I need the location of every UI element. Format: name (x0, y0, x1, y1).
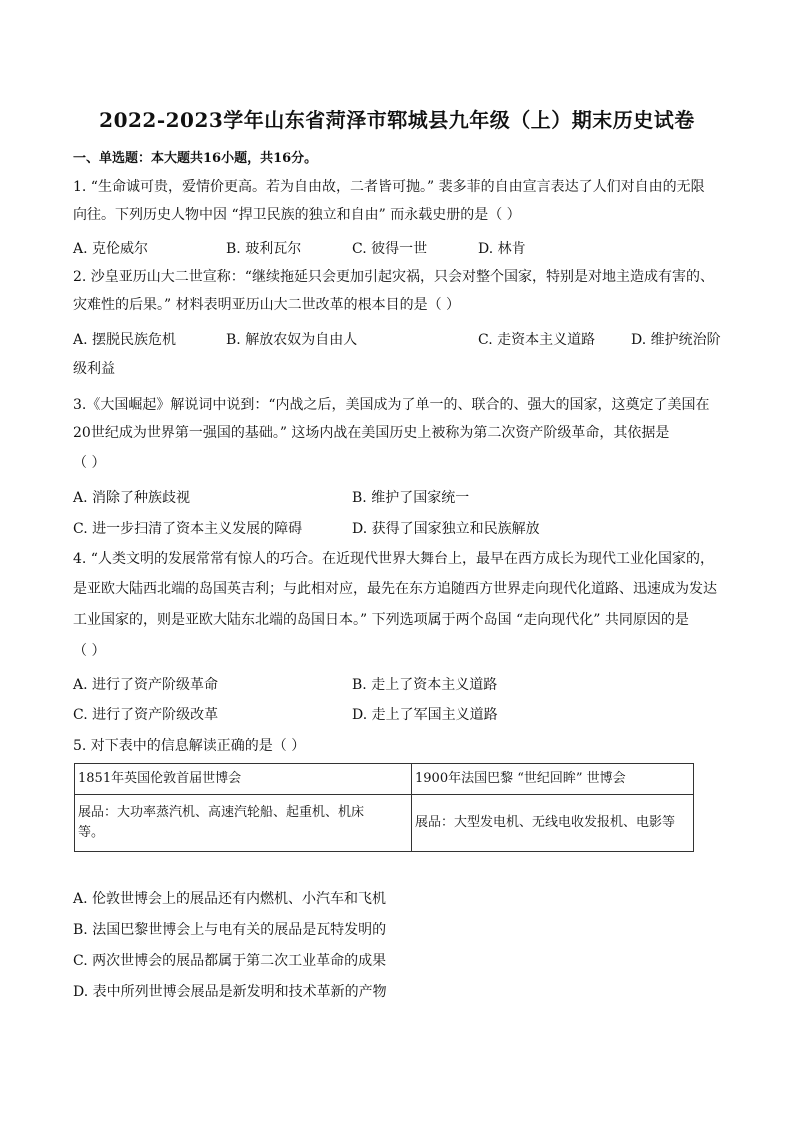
table-cell-left-head: 1851年英国伦敦首届世博会 (75, 764, 412, 795)
q4-line-3: 工业国家的，则是亚欧大陆东北端的岛国日本。” 下列选项属于两个岛国 “走向现代化” 共同原因的是 (73, 612, 689, 628)
table-cell-right-head: 1900年法国巴黎 “世纪回眸” 世博会 (412, 764, 694, 795)
q5-option-a[interactable]: A. 伦敦世博会上的展品还有内燃机、小汽车和飞机 (73, 891, 387, 907)
q2-line-2: 灾难性的后果。” 材料表明亚历山大二世改革的根本目的是（ ） (73, 297, 461, 313)
q2-option-c[interactable]: C. 走资本主义道路 (478, 332, 596, 348)
q2-option-a[interactable]: A. 摆脱民族危机 (73, 332, 177, 348)
q3-option-b[interactable]: B. 维护了国家统一 (352, 490, 470, 506)
table-left-body-line-1: 展品：大功率蒸汽机、高速汽轮船、起重机、机床 (78, 805, 365, 820)
expo-table (74, 763, 694, 852)
table-left-body-line-2: 等。 (78, 825, 105, 840)
q1-option-b[interactable]: B. 玻利瓦尔 (226, 241, 302, 257)
q3-option-c[interactable]: C. 进一步扫清了资本主义发展的障碍 (73, 521, 303, 537)
q1-option-c[interactable]: C. 彼得一世 (352, 241, 428, 257)
q5-option-d[interactable]: D. 表中所列世博会展品是新发明和技术革新的产物 (73, 984, 387, 1000)
q3-line-1: 3.《大国崛起》解说词中说到：“内战之后，美国成为了单一的、联合的、强大的国家，这奠定了美国在 (73, 397, 710, 413)
q4-option-b[interactable]: B. 走上了资本主义道路 (352, 677, 498, 693)
q5-option-c[interactable]: C. 两次世博会的展品都属于第二次工业革命的成果 (73, 953, 387, 969)
q2-option-b[interactable]: B. 解放农奴为自由人 (226, 332, 358, 348)
q3-line-3: （ ） (73, 455, 106, 471)
table-cell-left-body (75, 795, 412, 852)
q4-line-4: （ ） (73, 643, 106, 659)
q3-line-2: 20世纪成为世界第一强国的基础。” 这场内战在美国历史上被称为第二次资产阶级革命，其依据是 (73, 425, 670, 441)
q3-option-d[interactable]: D. 获得了国家独立和民族解放 (352, 521, 540, 537)
q4-option-c[interactable]: C. 进行了资产阶级改革 (73, 707, 219, 723)
q2-line-1: 2. 沙皇亚历山大二世宣称：“继续拖延只会更加引起灾祸，只会对整个国家，特别是对地主造成有害的、 (73, 269, 714, 285)
table-cell-right-body: 展品：大型发电机、无线电收发报机、电影等 (412, 795, 694, 852)
q1-option-d[interactable]: D. 林肯 (478, 241, 526, 257)
q2-option-d[interactable]: D. 维护统治阶 (631, 332, 721, 348)
section-heading: 一、单选题：本大题共16小题，共16分。 (73, 151, 318, 166)
q5-option-b[interactable]: B. 法国巴黎世博会上与电有关的展品是瓦特发明的 (73, 922, 387, 938)
q4-option-a[interactable]: A. 进行了资产阶级革命 (73, 677, 219, 693)
q4-line-1: 4. “人类文明的发展常常有惊人的巧合。在近现代世界大舞台上，最早在西方成长为现代工业化国家的， (73, 551, 714, 567)
q1-option-a[interactable]: A. 克伦威尔 (73, 241, 149, 257)
q2-option-d-wrap: 级利益 (73, 361, 115, 377)
q3-option-a[interactable]: A. 消除了种族歧视 (73, 490, 191, 506)
q1-line-1: 1. “生命诚可贵，爱情价更高。若为自由故，二者皆可抛。” 裴多菲的自由宣言表达了人们对自由的无限 (73, 179, 705, 195)
page-title: 2022-2023学年山东省菏泽市郓城县九年级（上）期末历史试卷 (99, 108, 695, 132)
q4-option-d[interactable]: D. 走上了军国主义道路 (352, 707, 498, 723)
q5-stem: 5. 对下表中的信息解读正确的是（ ） (73, 738, 306, 754)
q4-line-2: 是亚欧大陆西北端的岛国英吉利；与此相对应，最先在东方追随西方世界走向现代化道路、迅速成为发达 (73, 581, 717, 597)
q1-line-2: 向往。下列历史人物中因 “捍卫民族的独立和自由” 而永载史册的是（ ） (73, 207, 521, 223)
